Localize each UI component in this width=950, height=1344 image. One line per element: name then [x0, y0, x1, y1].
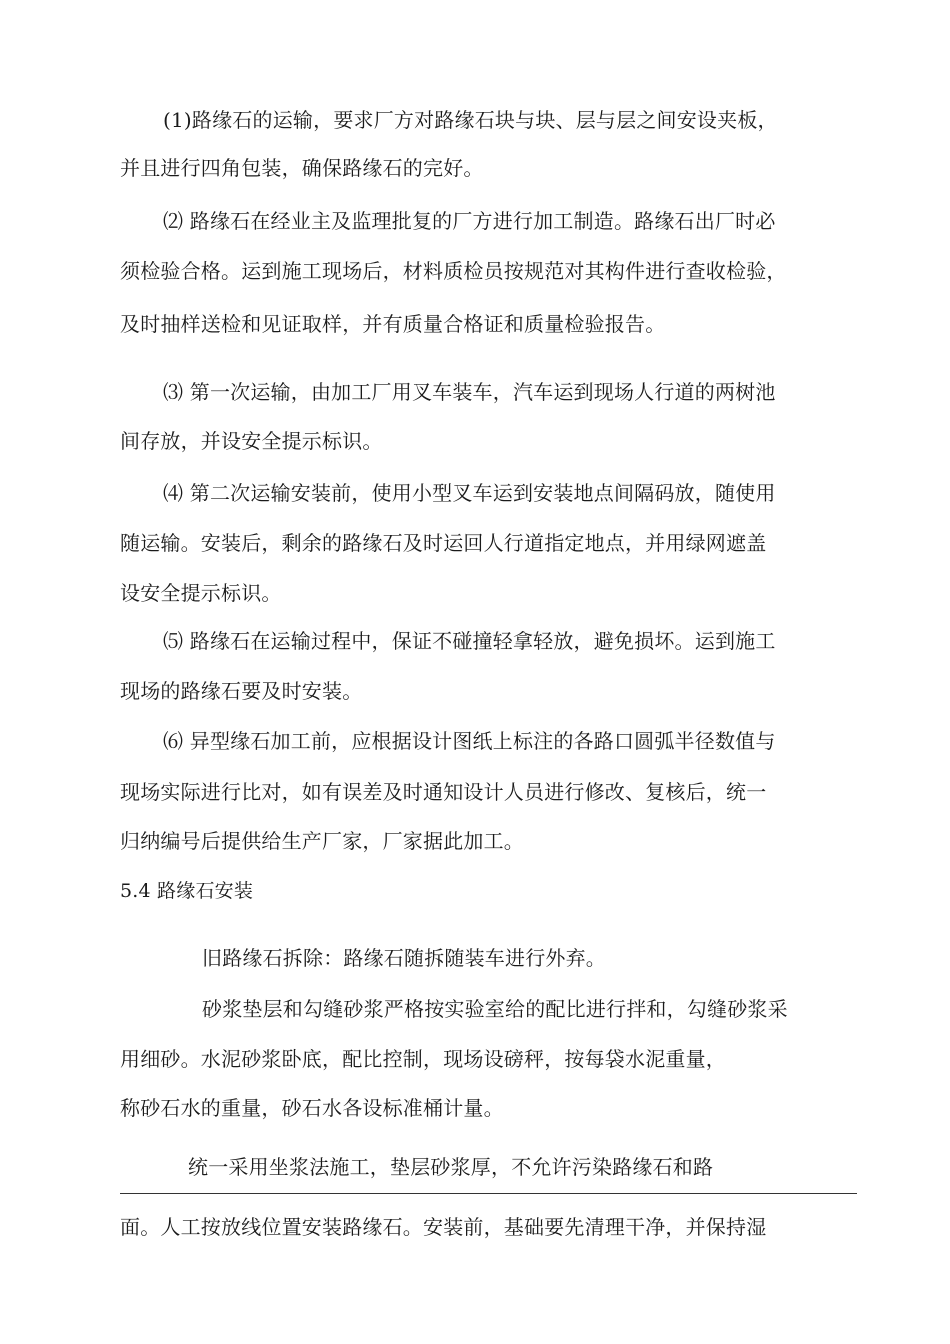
- paragraph-5-line-1: ⑸ 路缘石在运输过程中，保证不碰撞轻拿轻放，避免损坏。运到施工: [163, 629, 776, 653]
- page-divider: [120, 1193, 857, 1194]
- paragraph-6-line-1: ⑹ 异型缘石加工前，应根据设计图纸上标注的各路口圆弧半径数值与: [163, 729, 776, 753]
- paragraph-1-line-1: (1)路缘石的运输，要求厂方对路缘石块与块、层与层之间安设夹板，: [163, 108, 778, 132]
- paragraph-6-line-3: 归纳编号后提供给生产厂家，厂家据此加工。: [120, 829, 524, 853]
- paragraph-6-line-2: 现场实际进行比对，如有误差及时通知设计人员进行修改、复核后，统一: [120, 780, 767, 804]
- paragraph-9-line-1: 统一采用坐浆法施工，垫层砂浆厚，不允许污染路缘石和路: [188, 1155, 714, 1179]
- paragraph-2-line-1: ⑵ 路缘石在经业主及监理批复的厂方进行加工制造。路缘石出厂时必: [163, 209, 776, 233]
- paragraph-2-line-2: 须检验合格。运到施工现场后，材料质检员按规范对其构件进行查收检验，: [120, 259, 787, 283]
- paragraph-3-line-2: 间存放，并设安全提示标识。: [120, 429, 383, 453]
- paragraph-8-line-2: 用细砂。水泥砂浆卧底，配比控制，现场设磅秤，按每袋水泥重量，: [120, 1047, 726, 1071]
- paragraph-1-line-2: 并且进行四角包装，确保路缘石的完好。: [120, 156, 484, 180]
- paragraph-10-line-1: 面。人工按放线位置安装路缘石。安装前，基础要先清理干净，并保持湿: [120, 1215, 767, 1239]
- section-heading: 5.4 路缘石安装: [120, 880, 254, 902]
- paragraph-5-line-2: 现场的路缘石要及时安装。: [120, 679, 363, 703]
- paragraph-4-line-2: 随运输。安装后，剩余的路缘石及时运回人行道指定地点，并用绿网遮盖: [120, 531, 767, 555]
- paragraph-2-line-3: 及时抽样送检和见证取样，并有质量合格证和质量检验报告。: [120, 312, 666, 336]
- paragraph-8-line-1: 砂浆垫层和勾缝砂浆严格按实验室给的配比进行拌和，勾缝砂浆采: [202, 997, 788, 1021]
- paragraph-8-line-3: 称砂石水的重量，砂石水各设标准桶计量。: [120, 1096, 504, 1120]
- paragraph-3-line-1: ⑶ 第一次运输，由加工厂用叉车装车，汽车运到现场人行道的两树池: [163, 380, 776, 404]
- paragraph-4-line-1: ⑷ 第二次运输安装前，使用小型叉车运到安装地点间隔码放，随使用: [163, 481, 776, 505]
- paragraph-7-line-1: 旧路缘石拆除：路缘石随拆随装车进行外弃。: [202, 946, 606, 970]
- paragraph-4-line-3: 设安全提示标识。: [120, 581, 282, 605]
